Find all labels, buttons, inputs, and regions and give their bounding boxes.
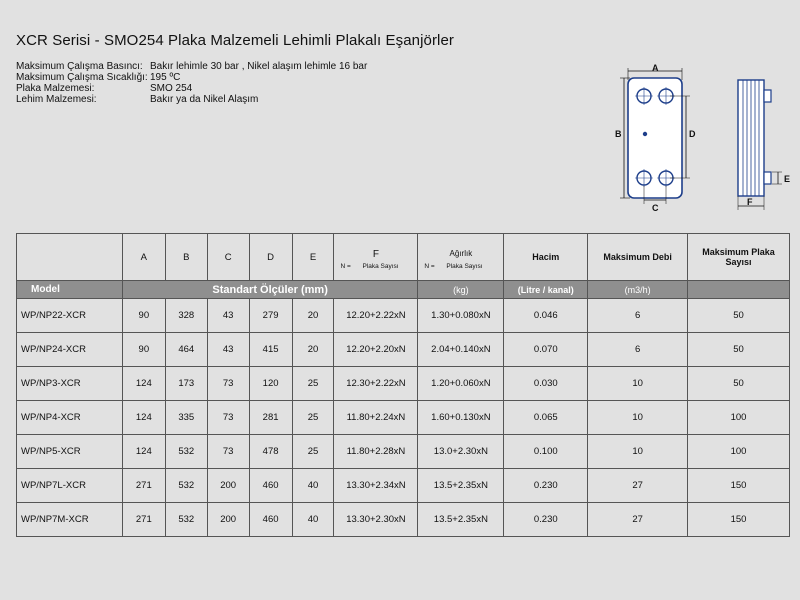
header-weight	[418, 234, 504, 281]
cell-b: 328	[165, 299, 207, 333]
header-volume: Hacim	[504, 234, 588, 281]
header-a: A	[122, 234, 165, 281]
spec-label: Plaka Malzemesi:	[16, 83, 95, 94]
cell-c: 43	[207, 333, 249, 367]
table-row	[17, 469, 790, 503]
cell-f: 11.80+2.28xN	[334, 435, 418, 469]
heat-exchanger-diagram	[612, 62, 792, 214]
cell-b: 464	[165, 333, 207, 367]
cell-e: 20	[292, 299, 334, 333]
table-body	[17, 299, 790, 537]
table-row	[17, 333, 790, 367]
table-subheader-row	[17, 281, 790, 299]
cell-flow: 10	[588, 435, 688, 469]
subheader-m3h: (m3/h)	[588, 281, 688, 299]
cell-d: 415	[249, 333, 292, 367]
cell-a: 90	[122, 299, 165, 333]
cell-f: 13.30+2.34xN	[334, 469, 418, 503]
header-weight-label: Ağırlık	[449, 248, 473, 258]
cell-v: 0.065	[504, 401, 588, 435]
subheader-model: Model	[17, 281, 123, 299]
header-weight-n: N =	[424, 263, 435, 270]
cell-e: 25	[292, 367, 334, 401]
cell-plates: 150	[688, 469, 790, 503]
header-plates: Maksimum Plaka Sayısı	[688, 234, 790, 281]
spec-list	[16, 61, 367, 105]
header-c: C	[207, 234, 249, 281]
cell-e: 40	[292, 469, 334, 503]
table-row	[17, 401, 790, 435]
cell-model: WP/NP22-XCR	[17, 299, 123, 333]
cell-d: 279	[249, 299, 292, 333]
cell-b: 532	[165, 435, 207, 469]
cell-f: 12.30+2.22xN	[334, 367, 418, 401]
spec-value: 195 ºC	[150, 72, 181, 83]
cell-f: 12.20+2.22xN	[334, 299, 418, 333]
header-d: D	[249, 234, 292, 281]
cell-a: 271	[122, 503, 165, 537]
cell-w: 2.04+0.140xN	[418, 333, 504, 367]
cell-flow: 27	[588, 469, 688, 503]
header-flow: Maksimum Debi	[588, 234, 688, 281]
cell-v: 0.070	[504, 333, 588, 367]
cell-e: 40	[292, 503, 334, 537]
cell-f: 13.30+2.30xN	[334, 503, 418, 537]
dim-label-a: A	[652, 63, 659, 73]
header-f	[334, 234, 418, 281]
cell-e: 25	[292, 435, 334, 469]
cell-c: 200	[207, 503, 249, 537]
dim-label-f: F	[747, 197, 753, 207]
cell-v: 0.030	[504, 367, 588, 401]
table-row	[17, 503, 790, 537]
header-e: E	[292, 234, 334, 281]
side-view	[738, 80, 790, 210]
header-f-n: N =	[340, 263, 351, 270]
cell-f: 11.80+2.24xN	[334, 401, 418, 435]
cell-a: 124	[122, 367, 165, 401]
specs-table	[16, 233, 790, 537]
spec-row-temperature	[16, 72, 367, 83]
cell-model: WP/NP7M-XCR	[17, 503, 123, 537]
spec-label: Maksimum Çalışma Basıncı:	[16, 61, 143, 72]
cell-w: 1.20+0.060xN	[418, 367, 504, 401]
cell-c: 200	[207, 469, 249, 503]
cell-plates: 100	[688, 401, 790, 435]
cell-a: 90	[122, 333, 165, 367]
cell-d: 120	[249, 367, 292, 401]
cell-model: WP/NP7L-XCR	[17, 469, 123, 503]
cell-a: 124	[122, 401, 165, 435]
cell-f: 12.20+2.20xN	[334, 333, 418, 367]
cell-a: 271	[122, 469, 165, 503]
dim-label-c: C	[652, 203, 659, 213]
cell-d: 460	[249, 469, 292, 503]
cell-b: 335	[165, 401, 207, 435]
cell-b: 532	[165, 503, 207, 537]
cell-w: 13.5+2.35xN	[418, 469, 504, 503]
cell-w: 1.60+0.130xN	[418, 401, 504, 435]
header-empty	[17, 234, 123, 281]
cell-flow: 27	[588, 503, 688, 537]
cell-d: 478	[249, 435, 292, 469]
spec-row-solder-material	[16, 94, 367, 105]
cell-v: 0.046	[504, 299, 588, 333]
front-view	[615, 63, 696, 213]
cell-v: 0.230	[504, 503, 588, 537]
cell-flow: 10	[588, 367, 688, 401]
dim-label-d: D	[689, 129, 696, 139]
cell-v: 0.230	[504, 469, 588, 503]
cell-model: WP/NP24-XCR	[17, 333, 123, 367]
cell-a: 124	[122, 435, 165, 469]
spec-label: Lehim Malzemesi:	[16, 94, 97, 105]
subheader-standard-dimensions: Standart Ölçüler (mm)	[122, 281, 418, 299]
cell-v: 0.100	[504, 435, 588, 469]
cell-c: 43	[207, 299, 249, 333]
cell-model: WP/NP4-XCR	[17, 401, 123, 435]
header-f-label: F	[372, 248, 379, 260]
dim-label-e: E	[784, 174, 791, 184]
page-title: XCR Serisi - SMO254 Plaka Malzemeli Lehimli Plakalı Eşanjörler	[16, 32, 455, 49]
table-row	[17, 367, 790, 401]
cell-w: 13.5+2.35xN	[418, 503, 504, 537]
subheader-kg: (kg)	[418, 281, 504, 299]
table-header-row	[17, 234, 790, 281]
cell-flow: 6	[588, 299, 688, 333]
subheader-empty	[688, 281, 790, 299]
header-weight-sub: Plaka Sayısı	[446, 263, 483, 270]
header-f-sub: Plaka Sayısı	[362, 263, 399, 270]
spec-row-pressure	[16, 61, 367, 72]
cell-d: 460	[249, 503, 292, 537]
cell-model: WP/NP3-XCR	[17, 367, 123, 401]
cell-w: 1.30+0.080xN	[418, 299, 504, 333]
cell-c: 73	[207, 401, 249, 435]
subheader-litre: (Litre / kanal)	[504, 281, 588, 299]
cell-w: 13.0+2.30xN	[418, 435, 504, 469]
cell-e: 25	[292, 401, 334, 435]
spec-row-plate-material	[16, 83, 367, 94]
table-row	[17, 299, 790, 333]
cell-plates: 50	[688, 367, 790, 401]
cell-plates: 50	[688, 333, 790, 367]
cell-flow: 6	[588, 333, 688, 367]
dim-label-b: B	[615, 129, 622, 139]
spec-value: Bakır ya da Nikel Alaşım	[150, 94, 259, 105]
spec-value: Bakır lehimle 30 bar , Nikel alaşım lehimle 16 bar	[150, 61, 368, 72]
cell-d: 281	[249, 401, 292, 435]
header-b: B	[165, 234, 207, 281]
cell-plates: 50	[688, 299, 790, 333]
cell-plates: 150	[688, 503, 790, 537]
spec-label: Maksimum Çalışma Sıcaklığı:	[16, 72, 148, 83]
cell-b: 532	[165, 469, 207, 503]
cell-e: 20	[292, 333, 334, 367]
cell-c: 73	[207, 435, 249, 469]
cell-b: 173	[165, 367, 207, 401]
spec-value: SMO 254	[150, 83, 193, 94]
cell-flow: 10	[588, 401, 688, 435]
cell-model: WP/NP5-XCR	[17, 435, 123, 469]
cell-c: 73	[207, 367, 249, 401]
table-row	[17, 435, 790, 469]
cell-plates: 100	[688, 435, 790, 469]
